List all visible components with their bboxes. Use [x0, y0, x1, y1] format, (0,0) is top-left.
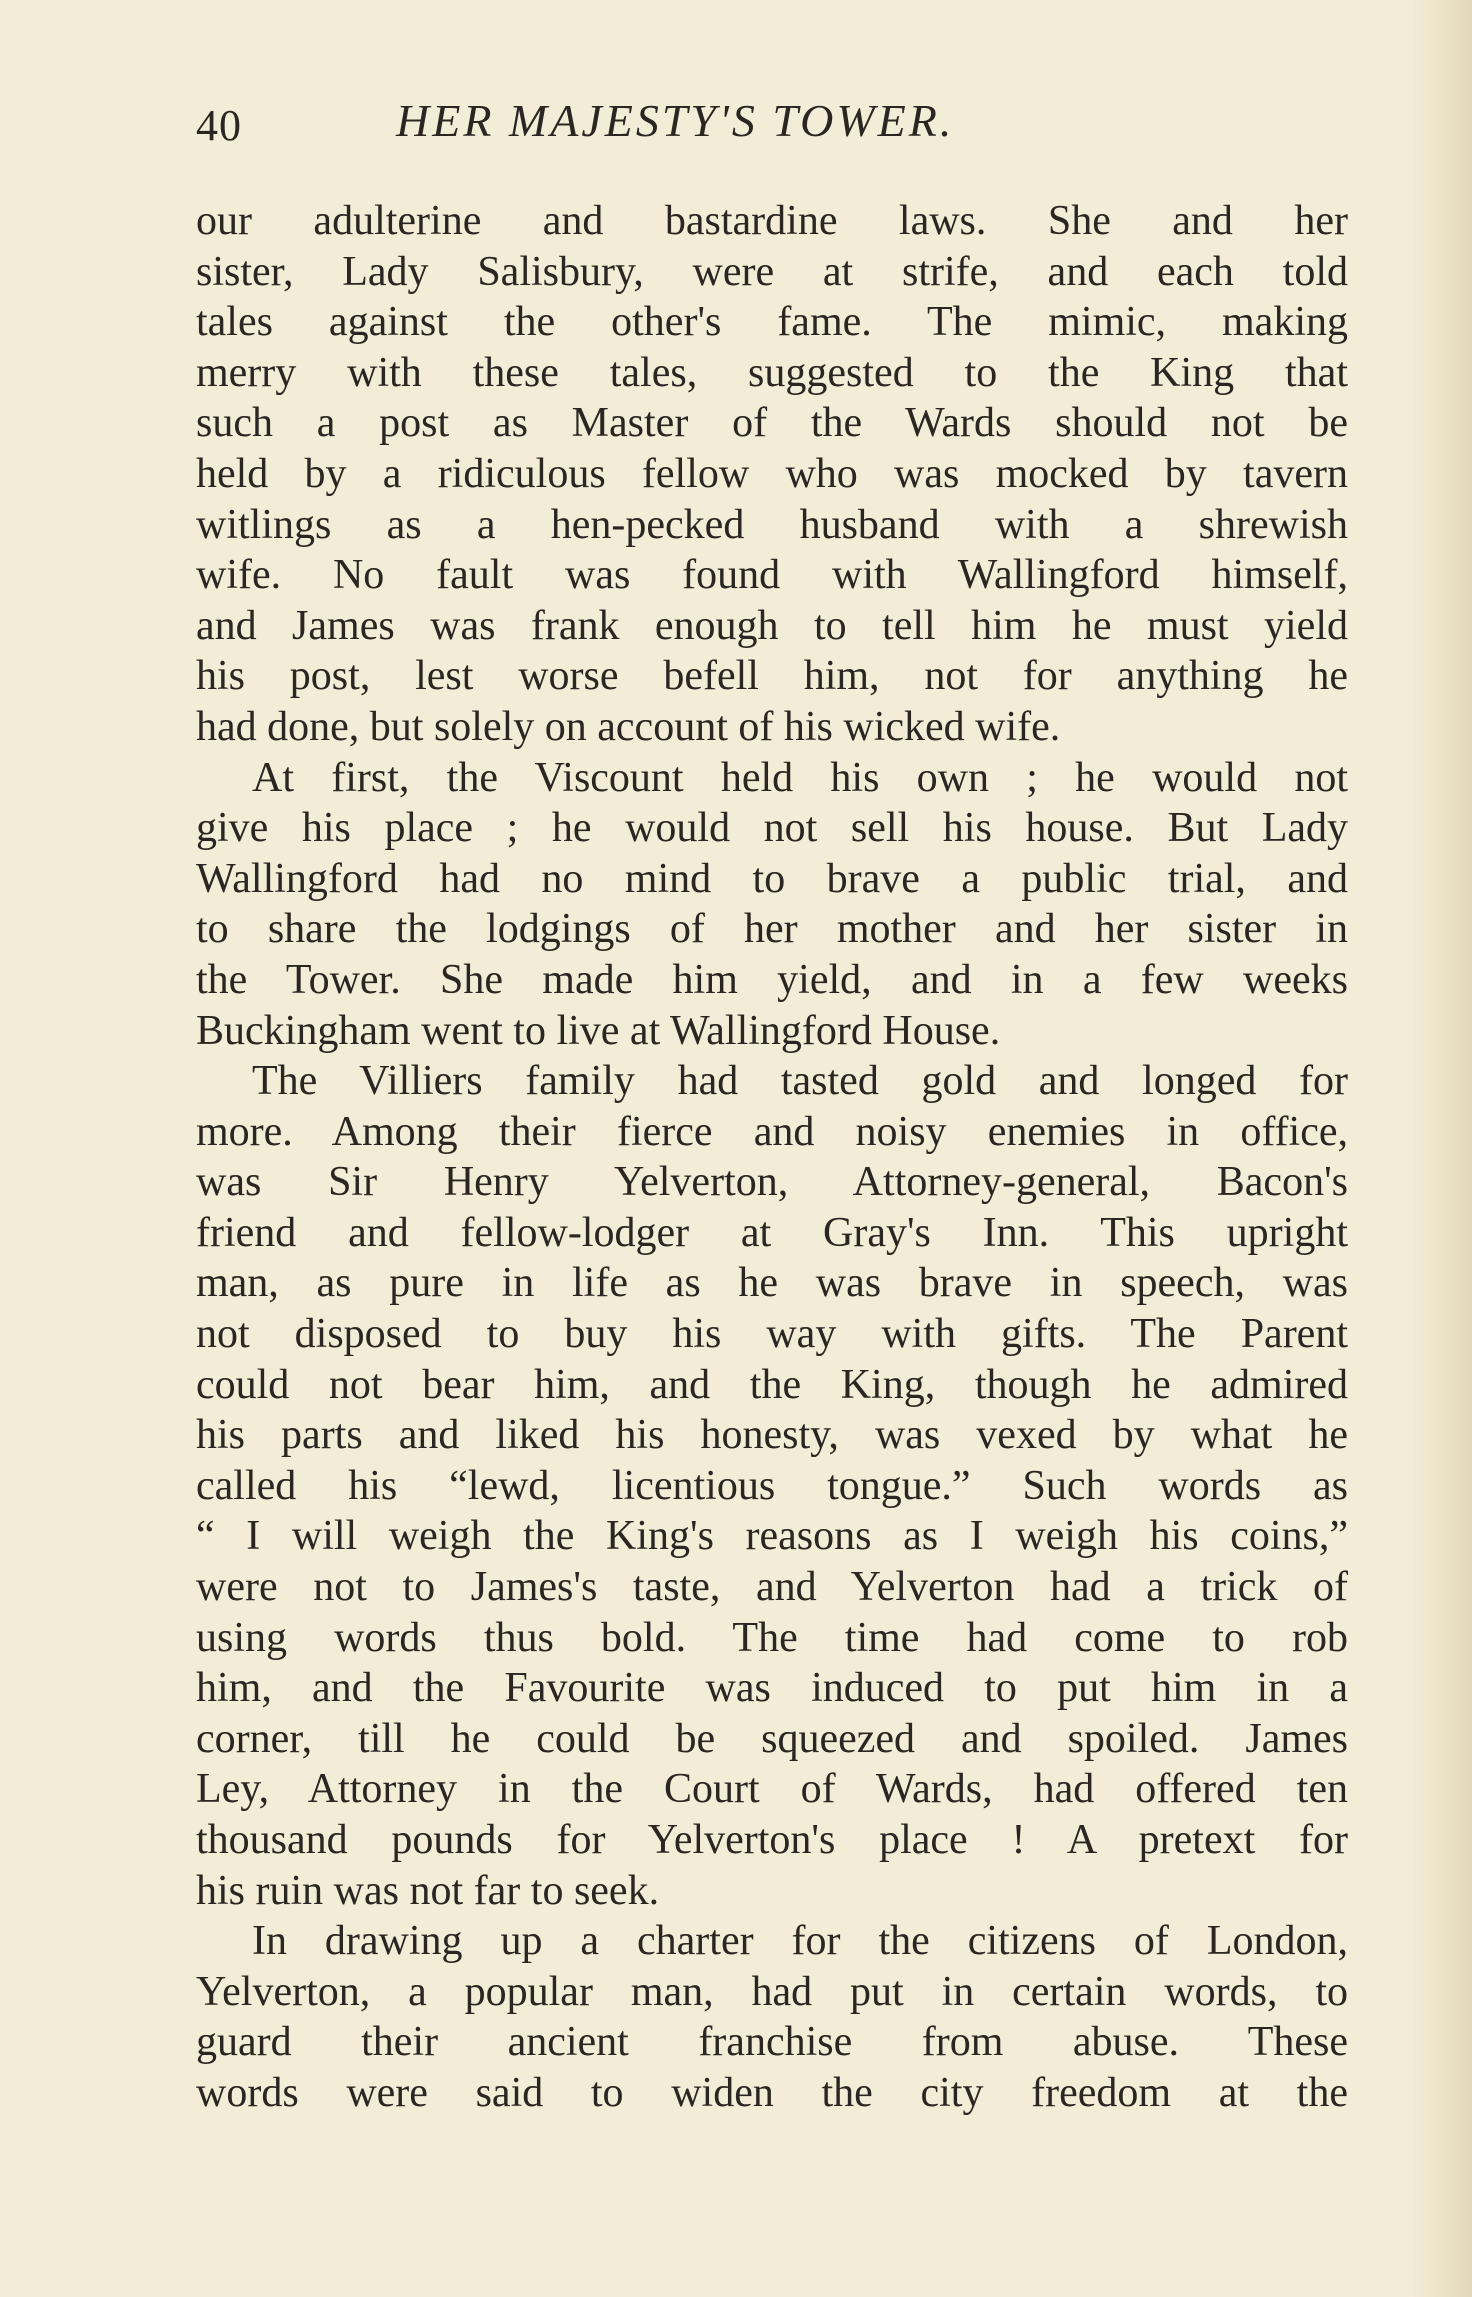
- text-line: sister, Lady Salisbury, were at strife, and each told: [196, 248, 1348, 295]
- text-line: not disposed to buy his way with gifts. The Parent: [196, 1311, 1348, 1358]
- running-title: HER MAJESTY'S TOWER.: [396, 95, 955, 146]
- text-line: wife. No fault was found with Wallingford himself,: [196, 552, 1348, 599]
- text-line: held by a ridiculous fellow who was mocked by tavern: [196, 450, 1348, 497]
- text-line: merry with these tales, suggested to the King that: [196, 349, 1348, 396]
- text-line: “ I will weigh the King's reasons as I weigh his coins,”: [196, 1513, 1348, 1560]
- text-line: was Sir Henry Yelverton, Attorney-general, Bacon's: [196, 1159, 1348, 1206]
- page-edge-shadow: [1412, 0, 1472, 2297]
- text-line: and James was frank enough to tell him he must yield: [196, 602, 1348, 649]
- text-line: friend and fellow-lodger at Gray's Inn. This upright: [196, 1209, 1348, 1256]
- text-line: to share the lodgings of her mother and her sister in: [196, 906, 1348, 953]
- text-line: thousand pounds for Yelverton's place ! A pretext for: [196, 1817, 1348, 1863]
- text-line: Wallingford had no mind to brave a public trial, and: [196, 855, 1348, 902]
- text-line: could not bear him, and the King, though he admired: [196, 1361, 1348, 1408]
- text-line: guard their ancient franchise from abuse. These: [196, 2019, 1348, 2066]
- text-line: witlings as a hen-pecked husband with a shrewish: [196, 501, 1348, 548]
- text-line: At first, the Viscount held his own ; he would not: [252, 754, 1348, 801]
- text-line: Ley, Attorney in the Court of Wards, had offered ten: [196, 1766, 1348, 1813]
- text-line: his ruin was not far to seek.: [196, 1867, 660, 1914]
- text-line: The Villiers family had tasted gold and longed for: [252, 1058, 1348, 1105]
- text-line: were not to James's taste, and Yelverton had a trick of: [196, 1564, 1348, 1611]
- text-line: In drawing up a charter for the citizens of London,: [252, 1918, 1348, 1965]
- text-line: Yelverton, a popular man, had put in certain words, to: [196, 1968, 1348, 2015]
- text-line: man, as pure in life as he was brave in speech, was: [196, 1260, 1348, 1307]
- text-line: our adulterine and bastardine laws. She and her: [196, 198, 1348, 244]
- text-line: more. Among their fierce and noisy enemies in office,: [196, 1108, 1348, 1155]
- text-line: had done, but solely on account of his wicked wife.: [196, 703, 1061, 750]
- page-number: 40: [196, 101, 242, 150]
- body-text: [196, 196, 1348, 2119]
- text-line: his parts and liked his honesty, was vexed by what he: [196, 1412, 1348, 1459]
- text-line: give his place ; he would not sell his house. But Lady: [196, 805, 1348, 852]
- text-line: the Tower. She made him yield, and in a few weeks: [196, 956, 1348, 1003]
- text-line: corner, till he could be squeezed and spoiled. James: [196, 1715, 1348, 1762]
- text-line: him, and the Favourite was induced to put him in a: [196, 1665, 1348, 1712]
- running-header: [196, 92, 1356, 162]
- text-line: called his “lewd, licentious tongue.” Such words as: [196, 1462, 1348, 1509]
- text-line: Buckingham went to live at Wallingford House.: [196, 1007, 1001, 1054]
- text-line: words were said to widen the city freedom at the: [196, 2069, 1348, 2116]
- text-line: his post, lest worse befell him, not for anything he: [196, 653, 1348, 700]
- text-line: tales against the other's fame. The mimic, making: [196, 299, 1348, 346]
- text-line: using words thus bold. The time had come to rob: [196, 1614, 1348, 1661]
- text-line: such a post as Master of the Wards should not be: [196, 400, 1348, 447]
